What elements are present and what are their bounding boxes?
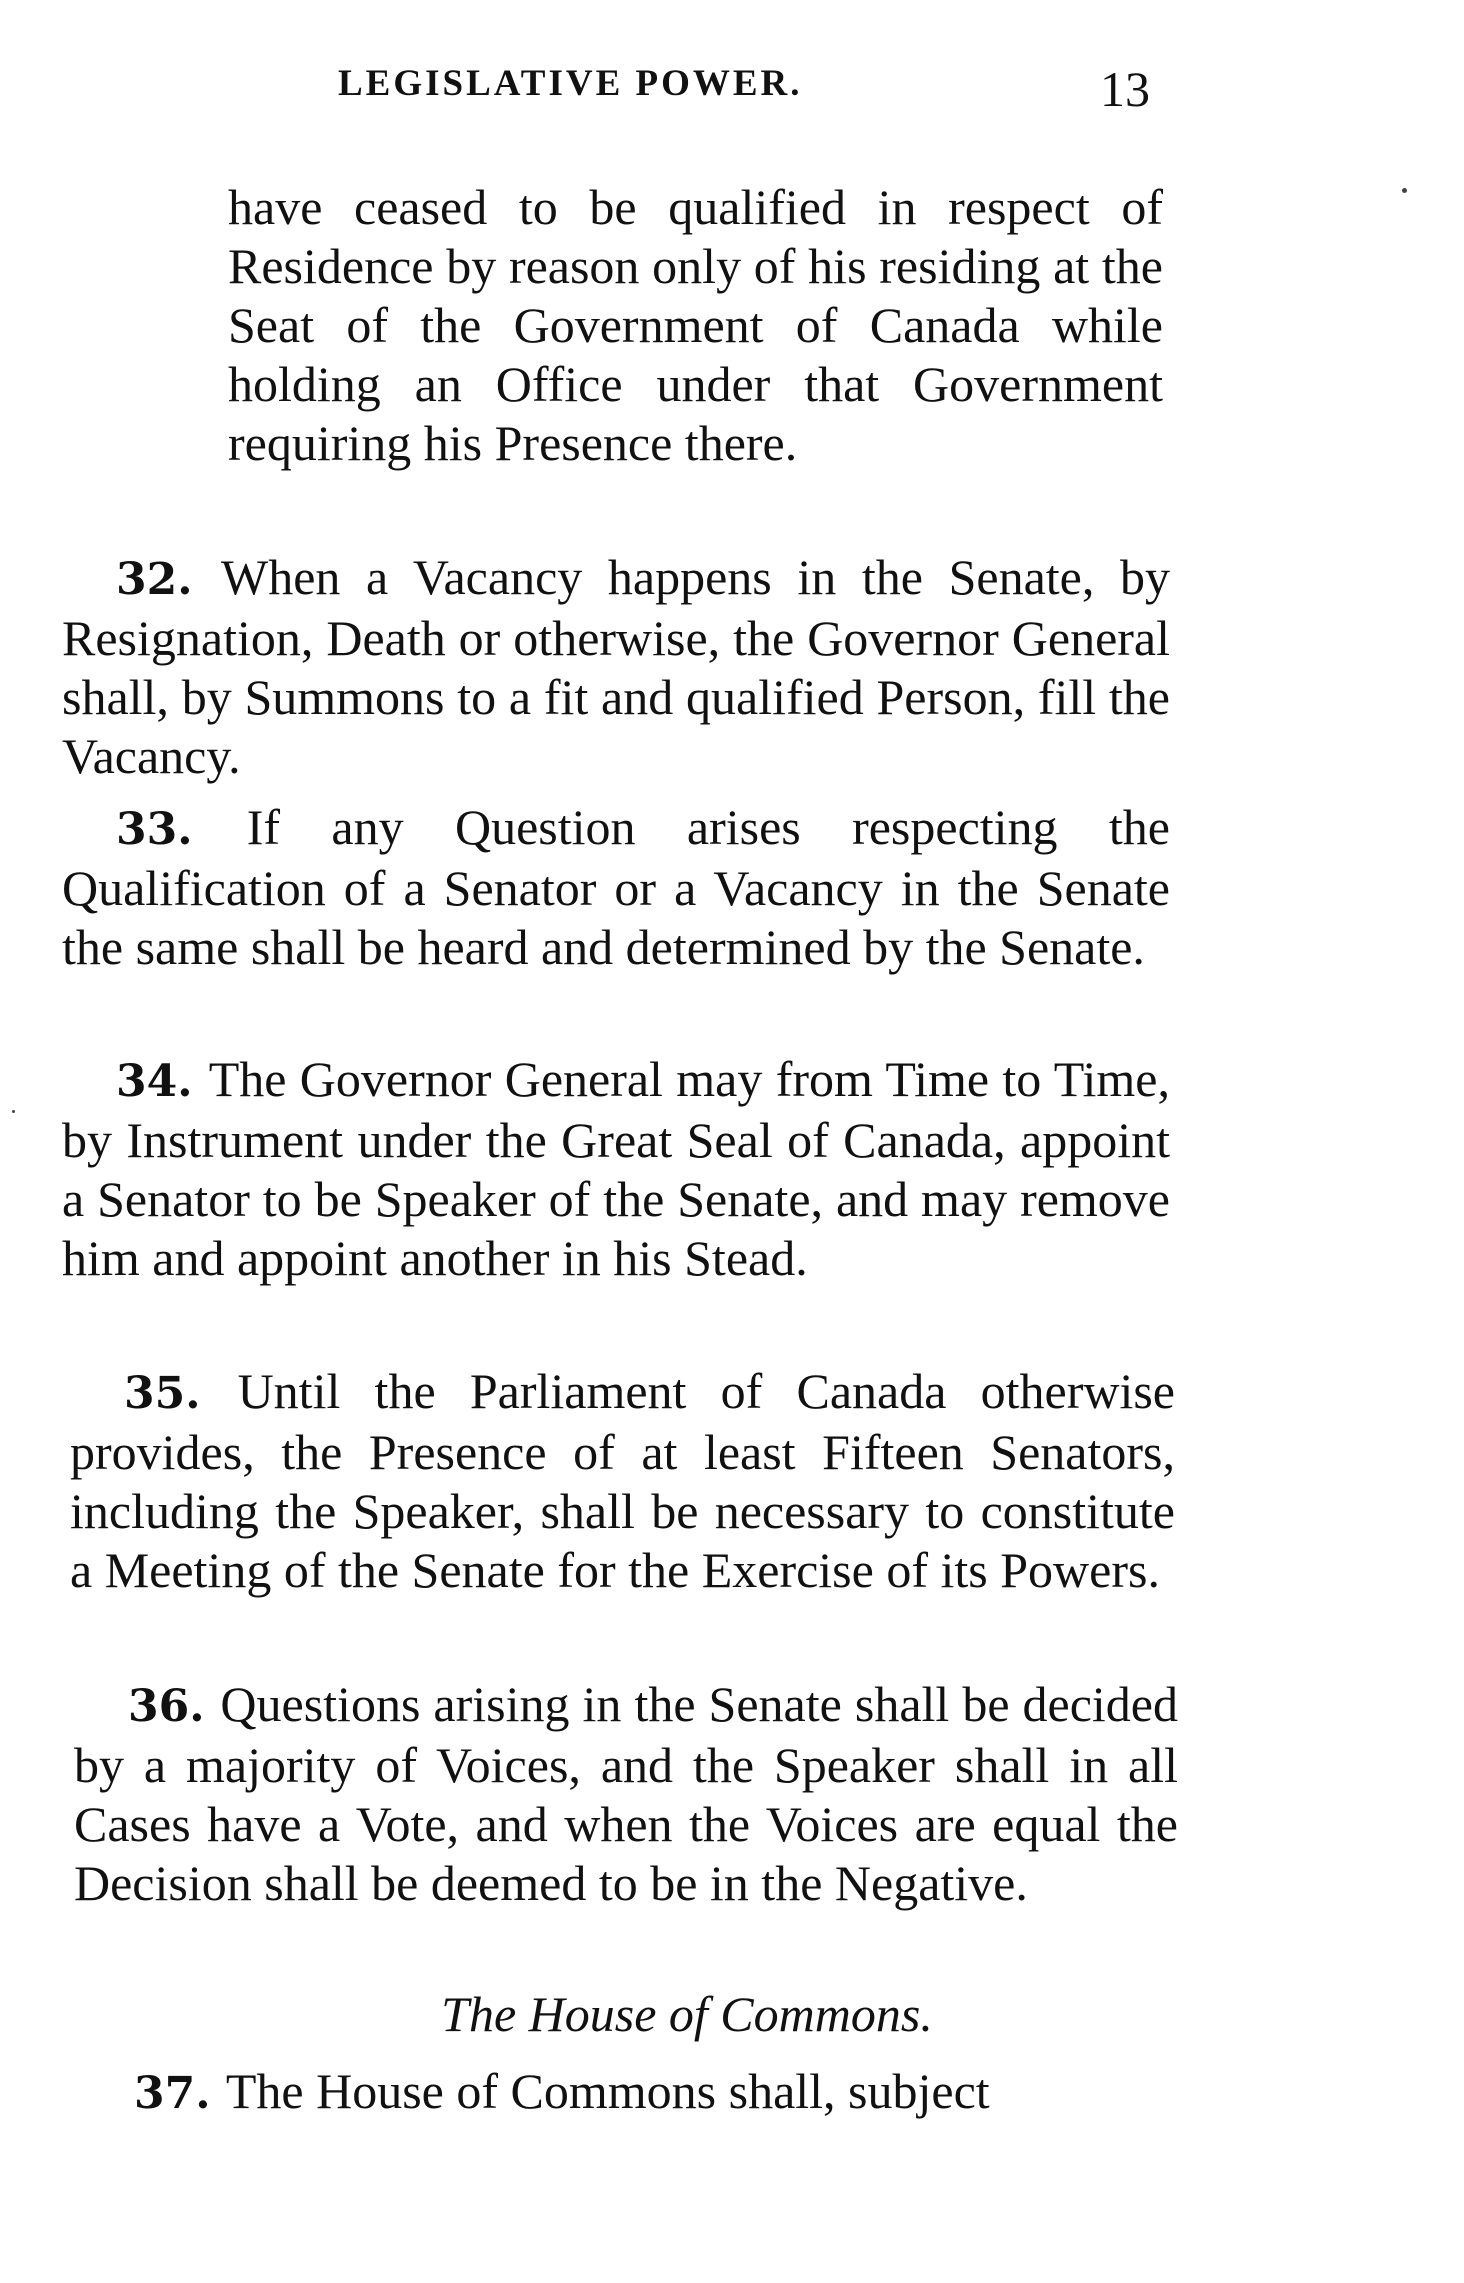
section-number: 32	[116, 554, 178, 605]
continuation-paragraph: have ceased to be qualified in respect of Residence by reason only of his residing at the Seat of the Government of Canada while holding an Office under that Government requiring his Presence there.	[228, 179, 1163, 471]
section-35	[70, 1362, 1175, 1600]
section-number-period: .	[177, 1056, 209, 1107]
section-text: The Governor General may from Time to Time, by Instrument under the Great Seal of Canada, appoint a Senator to be Speaker of the Senate, and may remove him and appoint another in his Stead.	[62, 1051, 1171, 1286]
section-text: Questions arising in the Senate shall be decided by a majority of Voices, and the Speaker shall in all Cases have a Vote, and when the Voices are equal the Decision shall be deemed to be in the Negative.	[74, 1676, 1179, 1911]
section-number: 34	[116, 1056, 178, 1107]
section-number-period: .	[189, 1681, 221, 1732]
section-text: When a Vacancy happens in the Senate, by Resignation, Death or otherwise, the Governor General shall, by Summons to a fit and qualified Person, fill the Vacancy.	[62, 549, 1170, 784]
page-number: 13	[1100, 61, 1150, 117]
subheading: The House of Commons.	[441, 1986, 933, 2042]
section-36	[74, 1675, 1178, 1913]
section-33	[62, 798, 1170, 977]
print-speck	[1402, 188, 1407, 193]
section-34	[62, 1050, 1170, 1288]
section-number: 36	[128, 1681, 190, 1732]
section-number-period: .	[195, 2068, 226, 2119]
section-number-period: .	[177, 554, 221, 605]
section-number: 37	[134, 2068, 196, 2119]
running-title: LEGISLATIVE POWER.	[338, 63, 803, 104]
print-speck	[12, 1110, 15, 1113]
section-text: The House of Commons shall, subject	[225, 2063, 990, 2119]
section-number-period: .	[177, 804, 247, 855]
section-number: 35	[124, 1368, 186, 1419]
section-number-period: .	[185, 1368, 238, 1419]
section-number: 33	[116, 804, 178, 855]
section-32	[62, 548, 1170, 786]
section-text: Until the Parliament of Canada otherwise provides, the Presence of at least Fifteen Senators, including the Speaker, shall be necessary to constitute a Meeting of the Senate for the Exercise of its Powers.	[70, 1363, 1175, 1598]
section-text: If any Question arises respecting the Qualification of a Senator or a Vacancy in the Senate the same shall be heard and determined by the Senate.	[62, 799, 1171, 975]
section-37	[80, 2062, 1182, 2123]
